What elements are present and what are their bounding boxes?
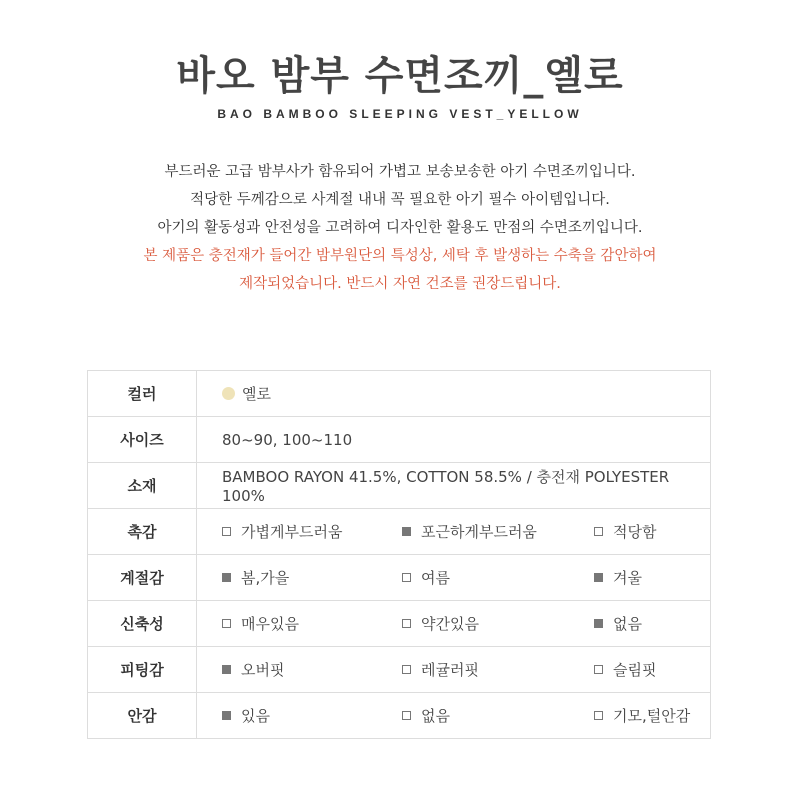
unchecked-box-icon bbox=[594, 665, 603, 674]
option-label: 슬림핏 bbox=[613, 661, 657, 679]
option-label: 여름 bbox=[421, 569, 450, 587]
size-value: 80~90, 100~110 bbox=[197, 417, 711, 463]
spec-label: 사이즈 bbox=[88, 417, 197, 463]
washing-warning-line: 제작되었습니다. 반드시 자연 건조를 권장드립니다. bbox=[239, 276, 561, 292]
spec-options bbox=[197, 693, 711, 739]
color-value: 옐로 bbox=[242, 385, 271, 403]
checked-box-icon bbox=[402, 527, 411, 536]
option-label: 없음 bbox=[421, 707, 450, 725]
spec-label: 안감 bbox=[88, 693, 197, 739]
unchecked-box-icon bbox=[402, 573, 411, 582]
option-label: 약간있음 bbox=[421, 615, 479, 633]
spec-row-color bbox=[88, 371, 711, 417]
spec-option bbox=[594, 705, 704, 726]
spec-row-fit bbox=[88, 647, 711, 693]
spec-option bbox=[402, 567, 594, 588]
unchecked-box-icon bbox=[594, 527, 603, 536]
unchecked-box-icon bbox=[222, 619, 231, 628]
unchecked-box-icon bbox=[402, 619, 411, 628]
spec-label: 피팅감 bbox=[88, 647, 197, 693]
spec-option bbox=[222, 613, 402, 634]
option-label: 적당함 bbox=[613, 523, 657, 541]
spec-option bbox=[222, 659, 402, 680]
option-group bbox=[222, 613, 710, 634]
option-group bbox=[222, 521, 710, 542]
checked-box-icon bbox=[594, 573, 603, 582]
color-swatch-icon bbox=[222, 387, 235, 400]
spec-label: 촉감 bbox=[88, 509, 197, 555]
spec-option bbox=[594, 521, 704, 542]
unchecked-box-icon bbox=[222, 527, 231, 536]
option-label: 포근하게부드러움 bbox=[421, 523, 537, 541]
spec-option bbox=[402, 521, 594, 542]
spec-label: 신축성 bbox=[88, 601, 197, 647]
spec-option bbox=[594, 613, 704, 634]
description-line: 적당한 두께감으로 사계절 내내 꼭 필요한 아기 필수 아이템입니다. bbox=[190, 192, 610, 208]
spec-table bbox=[87, 370, 711, 739]
spec-row-texture bbox=[88, 509, 711, 555]
option-label: 봄,가을 bbox=[241, 569, 290, 587]
description-line: 아기의 활동성과 안전성을 고려하여 디자인한 활용도 만점의 수면조끼입니다. bbox=[157, 220, 643, 236]
checked-box-icon bbox=[222, 711, 231, 720]
unchecked-box-icon bbox=[594, 711, 603, 720]
checked-box-icon bbox=[594, 619, 603, 628]
spec-option bbox=[594, 567, 704, 588]
option-label: 있음 bbox=[241, 707, 270, 725]
option-group bbox=[222, 567, 710, 588]
option-label: 매우있음 bbox=[241, 615, 299, 633]
spec-option bbox=[402, 705, 594, 726]
option-label: 레귤러핏 bbox=[421, 661, 479, 679]
spec-option bbox=[222, 705, 402, 726]
spec-row-stretch bbox=[88, 601, 711, 647]
option-group bbox=[222, 659, 710, 680]
spec-label: 계절감 bbox=[88, 555, 197, 601]
option-group bbox=[222, 705, 710, 726]
option-label: 없음 bbox=[613, 615, 642, 633]
option-label: 겨울 bbox=[613, 569, 642, 587]
spec-option bbox=[222, 521, 402, 542]
spec-option bbox=[402, 613, 594, 634]
spec-option bbox=[594, 659, 704, 680]
spec-value bbox=[197, 371, 711, 417]
spec-label: 컬러 bbox=[88, 371, 197, 417]
spec-option bbox=[222, 567, 402, 588]
spec-row-lining bbox=[88, 693, 711, 739]
option-label: 오버핏 bbox=[241, 661, 285, 679]
washing-warning-line: 본 제품은 충전재가 들어간 밤부원단의 특성상, 세탁 후 발생하는 수축을 감안하여 bbox=[143, 248, 657, 264]
unchecked-box-icon bbox=[402, 665, 411, 674]
spec-options bbox=[197, 555, 711, 601]
spec-options bbox=[197, 647, 711, 693]
spec-row-season bbox=[88, 555, 711, 601]
spec-option bbox=[402, 659, 594, 680]
product-description bbox=[0, 158, 800, 298]
checked-box-icon bbox=[222, 573, 231, 582]
checked-box-icon bbox=[222, 665, 231, 674]
page-subtitle: BAO BAMBOO SLEEPING VEST_YELLOW bbox=[217, 107, 583, 121]
spec-row-size bbox=[88, 417, 711, 463]
material-value: BAMBOO RAYON 41.5%, COTTON 58.5% / 충전재 POLYESTER 100% bbox=[197, 463, 711, 509]
unchecked-box-icon bbox=[402, 711, 411, 720]
spec-options bbox=[197, 601, 711, 647]
page-title: 바오 밤부 수면조끼_옐로 bbox=[176, 53, 624, 99]
spec-options bbox=[197, 509, 711, 555]
description-line: 부드러운 고급 밤부사가 함유되어 가볍고 보송보송한 아기 수면조끼입니다. bbox=[164, 164, 636, 180]
spec-label: 소재 bbox=[88, 463, 197, 509]
spec-row-material bbox=[88, 463, 711, 509]
option-label: 가볍게부드러움 bbox=[241, 523, 343, 541]
option-label: 기모,털안감 bbox=[613, 707, 691, 725]
